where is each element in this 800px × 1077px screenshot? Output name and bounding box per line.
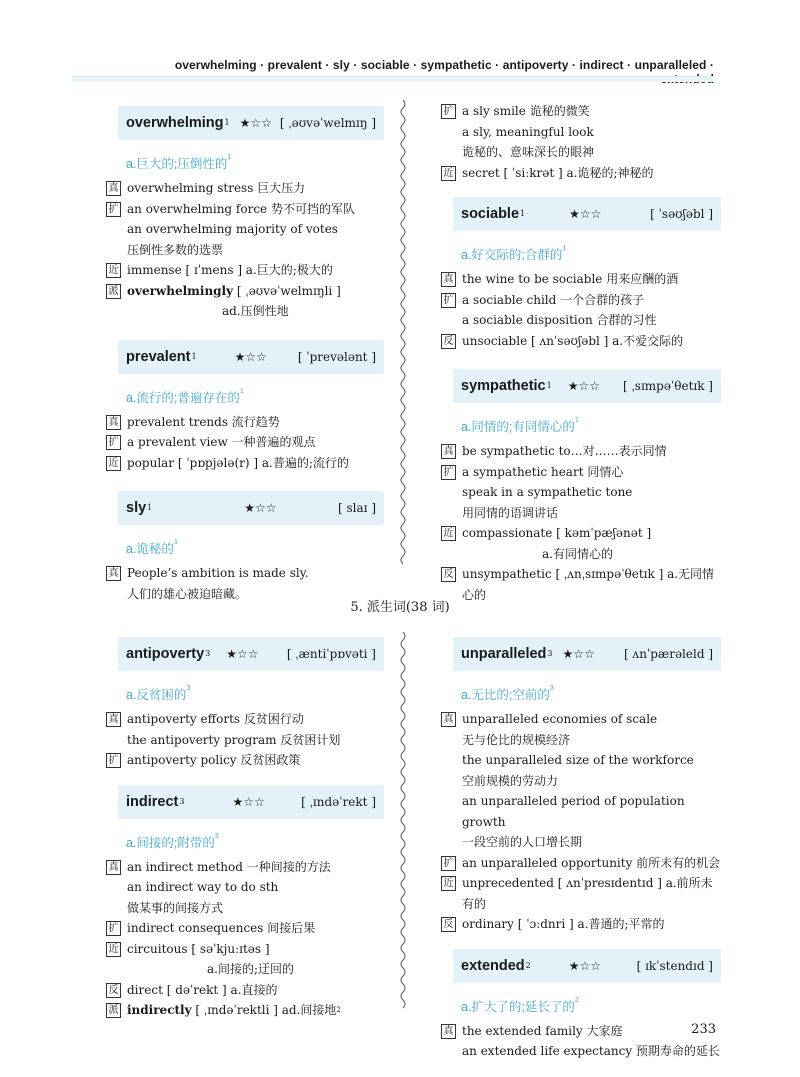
- example-rows: [441, 709, 721, 935]
- example-text: 无与伦比的规模经济: [462, 732, 571, 747]
- star-rating: ★☆☆: [244, 501, 277, 515]
- example-text: ordinary [ ˈɔːdnri ] a.普通的;平常的: [462, 917, 665, 931]
- category-tag: 扩: [106, 753, 121, 768]
- headword-sup: 1: [546, 381, 552, 390]
- phonetic: [ ˌæntiˈpɒvəti ]: [286, 647, 376, 661]
- phonetic: [ slaɪ ]: [338, 501, 376, 515]
- category-tag: 扩: [441, 293, 456, 308]
- example-text: prevalent trends 流行趋势: [127, 414, 280, 429]
- phonetic: [ ɪkˈstendɪd ]: [636, 958, 713, 973]
- headword-box: [118, 637, 384, 671]
- sense-sup: 1: [574, 417, 579, 424]
- right-column-bottom: [441, 637, 721, 1062]
- entry-unparalleled: [441, 637, 721, 935]
- example-row: [106, 730, 384, 751]
- example-row: [441, 101, 721, 122]
- left-column-top: [106, 106, 384, 604]
- example-row: [106, 432, 384, 453]
- example-row: [106, 219, 384, 240]
- example-text: direct [ dəˈrekt ] a.直接的: [127, 982, 278, 997]
- phonetic: [ ˌəʊvəˈwelmɪŋ ]: [279, 116, 376, 130]
- example-text: 压倒性多数的选票: [127, 242, 224, 257]
- example-text: popular [ ˈpɒpjələ(r) ] a.普遍的;流行的: [127, 455, 349, 470]
- example-text: an extended life expectancy 预期寿命的延长: [462, 1044, 720, 1058]
- sense-sup: 3: [549, 685, 554, 692]
- category-tag: 近: [106, 456, 121, 471]
- example-row: [441, 750, 721, 771]
- example-row: [106, 260, 384, 281]
- example-text: 用同情的语调讲话: [462, 505, 559, 520]
- headword: antipoverty: [126, 646, 205, 662]
- example-text: speak in a sympathetic tone: [462, 485, 633, 499]
- category-tag: 真: [106, 181, 121, 196]
- star-rating: ★☆☆: [232, 794, 265, 809]
- category-tag: 真: [441, 444, 456, 459]
- example-text: [127, 1000, 384, 1021]
- headword-box: [453, 197, 721, 231]
- sense: [461, 245, 721, 263]
- example-row: [441, 441, 721, 462]
- headword: unparalleled: [461, 646, 547, 662]
- sense-text: a.好交际的;合群的: [461, 248, 563, 262]
- example-row: [441, 873, 721, 914]
- sense: [461, 997, 721, 1015]
- phonetic: [ ʌnˈpærəleld ]: [623, 647, 713, 661]
- headword-box: [453, 369, 721, 403]
- sense-sup: 1: [562, 245, 567, 252]
- example-text: a sympathetic heart 同情心: [462, 464, 624, 479]
- example-row: [441, 1021, 721, 1042]
- example-text: be sympathetic to…对……表示同情: [462, 444, 667, 458]
- category-tag: 扩: [106, 921, 121, 936]
- headword: overwhelming: [126, 115, 224, 131]
- example-row: [106, 918, 384, 939]
- example-row: [441, 730, 721, 751]
- derived-word: overwhelmingly: [127, 283, 234, 298]
- example-row: [106, 939, 384, 960]
- example-row: [106, 959, 384, 980]
- phonetic: [ ˈprevələnt ]: [297, 349, 376, 364]
- category-tag: 真: [441, 272, 456, 287]
- category-tag: 近: [106, 263, 121, 278]
- column-divider-top: [397, 100, 409, 570]
- example-row: [441, 523, 721, 544]
- example-text: a sly smile 诡秘的微笑: [462, 104, 590, 118]
- example-row: [441, 163, 721, 184]
- sense-sup: 2: [574, 996, 579, 1004]
- category-tag: 近: [441, 876, 456, 891]
- example-rows: [106, 709, 384, 771]
- category-tag: 真: [106, 860, 121, 875]
- star-rating: ★☆☆: [569, 207, 602, 221]
- example-text: compassionate [ kəmˈpæʃənət ]: [462, 526, 652, 540]
- example-text: circuitous [ səˈkjuːɪtəs ]: [127, 941, 270, 956]
- section-title: 5. 派生词(38 词): [350, 600, 450, 615]
- sense-text: a.扩大了的;延长了的: [461, 999, 575, 1014]
- phonetic: [ ˌsɪmpəˈθetɪk ]: [622, 379, 713, 393]
- header-rule: [72, 76, 714, 82]
- category-tag: 扩: [106, 435, 121, 450]
- category-tag: 反: [441, 567, 456, 582]
- example-text: ad.压倒性地: [222, 304, 289, 318]
- example-text: the unparalleled size of the workforce: [462, 753, 694, 767]
- example-text: unsympathetic [ ˌʌnˌsɪmpəˈθetɪk ] a.无同情心的: [462, 567, 715, 602]
- star-rating: ★☆☆: [226, 647, 259, 661]
- example-text: 诡秘的、意味深长的眼神: [462, 145, 595, 159]
- example-row: [106, 453, 384, 474]
- sense-text: a.同情的;有同情心的: [461, 420, 575, 434]
- example-rows-continued: [441, 101, 721, 183]
- headword-sup: 3: [547, 649, 553, 658]
- page-number: 233: [691, 1022, 716, 1037]
- example-text: indirect consequences 间接后果: [127, 921, 316, 935]
- example-text: an overwhelming majority of votes: [127, 222, 338, 236]
- example-text: the antipoverty program 反贫困计划: [127, 732, 341, 747]
- example-text: unprecedented [ ʌnˈpresɪdentɪd ] a.前所未有的: [462, 876, 713, 911]
- sense: [461, 685, 721, 703]
- headword-sup: 3: [205, 649, 211, 658]
- category-tag: 反: [441, 334, 456, 349]
- headword-sup: 1: [224, 118, 230, 127]
- sense-text: a.反贫困的: [126, 688, 187, 702]
- example-text: 做某事的间接方式: [127, 900, 224, 915]
- example-rows: [441, 441, 721, 605]
- star-rating: ★☆☆: [239, 116, 272, 130]
- sense-sup: 1: [227, 154, 232, 161]
- example-text: [127, 281, 384, 302]
- example-text: People’s ambition is made sly.: [127, 566, 309, 580]
- headword-sup: 3: [179, 796, 185, 806]
- headword-box: [118, 340, 384, 374]
- example-text: 一段空前的人口增长期: [462, 835, 583, 849]
- example-text: an unparalleled period of population growth: [462, 794, 685, 829]
- headword-box: [453, 949, 721, 983]
- sense: [126, 539, 384, 557]
- example-rows: [106, 412, 384, 474]
- category-tag: 真: [106, 415, 121, 430]
- headword-box: [453, 637, 721, 671]
- headword: indirect: [126, 793, 179, 810]
- example-text: a sociable disposition 合群的习性: [462, 313, 657, 327]
- headword: extended: [461, 957, 525, 974]
- example-text: a.间接的;迂回的: [207, 962, 295, 976]
- headword-box: [118, 785, 384, 819]
- entry-sympathetic: [441, 369, 721, 605]
- entry-sociable: [441, 197, 721, 351]
- example-row: [106, 857, 384, 878]
- category-tag: 扩: [441, 856, 456, 871]
- example-text: a.有同情心的: [542, 546, 613, 561]
- example-sup: 2: [336, 1006, 341, 1014]
- sense: [126, 388, 384, 406]
- example-rows: [106, 178, 384, 322]
- entry-overwhelming: [106, 106, 384, 322]
- category-tag: 反: [441, 917, 456, 932]
- category-tag: 派: [106, 1003, 121, 1018]
- example-text: an unparalleled opportunity 前所未有的机会: [462, 855, 721, 870]
- headword: sociable: [461, 206, 520, 222]
- sense: [126, 685, 384, 703]
- left-column-bottom: [106, 637, 384, 1021]
- example-row: [106, 199, 384, 220]
- derived-rest: [ ˌəʊvəˈwelmɪŋli ]: [233, 283, 341, 298]
- example-text: antipoverty efforts 反贫困行动: [127, 712, 304, 726]
- headword-box: [118, 491, 384, 525]
- example-text: an indirect method 一种间接的方法: [127, 859, 331, 874]
- category-tag: 近: [441, 166, 456, 181]
- category-tag: 扩: [441, 465, 456, 480]
- headword-sup: 1: [147, 503, 153, 512]
- star-rating: ★☆☆: [567, 379, 600, 393]
- headword: sly: [126, 500, 147, 516]
- headword-sup: 1: [191, 351, 197, 361]
- example-text: an indirect way to do sth: [127, 880, 279, 894]
- entry-prevalent: [106, 340, 384, 474]
- example-row: [106, 281, 384, 302]
- example-row: [106, 877, 384, 898]
- example-text: 人们的雄心被迫暗藏。: [127, 586, 248, 601]
- example-text: 空前规模的劳动力: [462, 773, 559, 788]
- sense: [126, 154, 384, 172]
- example-row: [106, 301, 384, 322]
- derived-word: indirectly: [127, 1003, 192, 1017]
- example-row: [106, 750, 384, 771]
- sense-text: a.流行的;普遍存在的: [126, 390, 240, 405]
- category-tag: 扩: [106, 202, 121, 217]
- sense-sup: 3: [186, 685, 191, 692]
- sense-sup: 1: [173, 539, 178, 546]
- category-tag: 反: [106, 983, 121, 998]
- example-row: [106, 898, 384, 919]
- example-text: unsociable [ ʌnˈsəʊʃəbl ] a.不爱交际的: [462, 333, 684, 348]
- example-row: [441, 1041, 721, 1062]
- category-tag: 真: [441, 712, 456, 727]
- sense: [461, 417, 721, 435]
- sense-sup: 3: [214, 832, 219, 840]
- column-divider-bottom: [397, 632, 409, 1012]
- category-tag: 近: [106, 942, 121, 957]
- example-row: [106, 980, 384, 1001]
- example-text: the extended family 大家庭: [462, 1023, 623, 1038]
- example-row: [106, 240, 384, 261]
- category-tag: 扩: [441, 104, 456, 119]
- example-text: the wine to be sociable 用来应酬的酒: [462, 272, 679, 286]
- example-row: [441, 310, 721, 331]
- phonetic: [ ˈsəʊʃəbl ]: [650, 207, 713, 221]
- entry-extended: [441, 949, 721, 1062]
- example-row: [106, 709, 384, 730]
- example-text: a sly, meaningful look: [462, 124, 594, 139]
- example-row: [441, 290, 721, 311]
- example-row: [441, 503, 721, 524]
- headword-sup: 1: [520, 209, 526, 218]
- entry-antipoverty: [106, 637, 384, 771]
- example-row: [441, 482, 721, 503]
- example-row: [106, 412, 384, 433]
- derived-rest: [ ˌɪndəˈrektli ] ad.间接地: [191, 1003, 337, 1017]
- example-row: [441, 544, 721, 565]
- phonetic: [ ˌɪndəˈrekt ]: [301, 794, 376, 809]
- sense-text: a.间接的;附带的: [126, 835, 215, 850]
- example-row: [441, 709, 721, 730]
- headword: sympathetic: [461, 378, 546, 394]
- sense: [126, 833, 384, 851]
- example-text: a prevalent view 一种普遍的观点: [127, 435, 316, 449]
- example-row: [441, 462, 721, 483]
- example-row: [106, 178, 384, 199]
- example-text: immense [ ɪˈmens ] a.巨大的;极大的: [127, 263, 333, 277]
- star-rating: ★☆☆: [568, 958, 602, 973]
- sense-sup: 1: [239, 387, 244, 395]
- example-rows: [106, 857, 384, 1021]
- entry-indirect: [106, 785, 384, 1021]
- example-text: secret [ ˈsiːkrət ] a.诡秘的;神秘的: [462, 165, 654, 180]
- example-row: [106, 563, 384, 584]
- right-column-top: [441, 101, 721, 605]
- example-row: [441, 914, 721, 935]
- category-tag: 真: [106, 566, 121, 581]
- example-row: [441, 122, 721, 143]
- example-row: [441, 142, 721, 163]
- category-tag: 近: [441, 526, 456, 541]
- example-row: [441, 853, 721, 874]
- headword-sup: 2: [525, 960, 531, 970]
- entry-sly: [106, 491, 384, 604]
- sense-text: a.诡秘的: [126, 542, 174, 556]
- sense-text: a.巨大的;压倒性的: [126, 157, 228, 171]
- example-text: an overwhelming force 势不可挡的军队: [127, 201, 355, 216]
- example-rows: [441, 1021, 721, 1062]
- example-text: a sociable child 一个合群的孩子: [462, 292, 645, 307]
- example-row: [441, 832, 721, 853]
- category-tag: 真: [106, 712, 121, 727]
- example-text: unparalleled economies of scale: [462, 712, 658, 726]
- example-row: [106, 1000, 384, 1021]
- example-rows: [441, 269, 721, 351]
- category-tag: 派: [106, 284, 121, 299]
- example-row: [441, 791, 721, 832]
- headword-box: [118, 106, 384, 140]
- example-text: antipoverty policy 反贫困政策: [127, 753, 301, 767]
- example-row: [441, 331, 721, 352]
- headword: prevalent: [126, 348, 191, 365]
- star-rating: ★☆☆: [562, 647, 595, 661]
- running-header: overwhelming · prevalent · sly · sociable · sympathetic · antipoverty · indirect · unparalleled ·: [174, 58, 714, 72]
- category-tag: 真: [441, 1024, 456, 1039]
- star-rating: ★☆☆: [234, 349, 267, 364]
- example-row: [441, 269, 721, 290]
- example-row: [441, 771, 721, 792]
- sense-text: a.无比的;空前的: [461, 688, 550, 702]
- example-text: overwhelming stress 巨大压力: [127, 181, 306, 195]
